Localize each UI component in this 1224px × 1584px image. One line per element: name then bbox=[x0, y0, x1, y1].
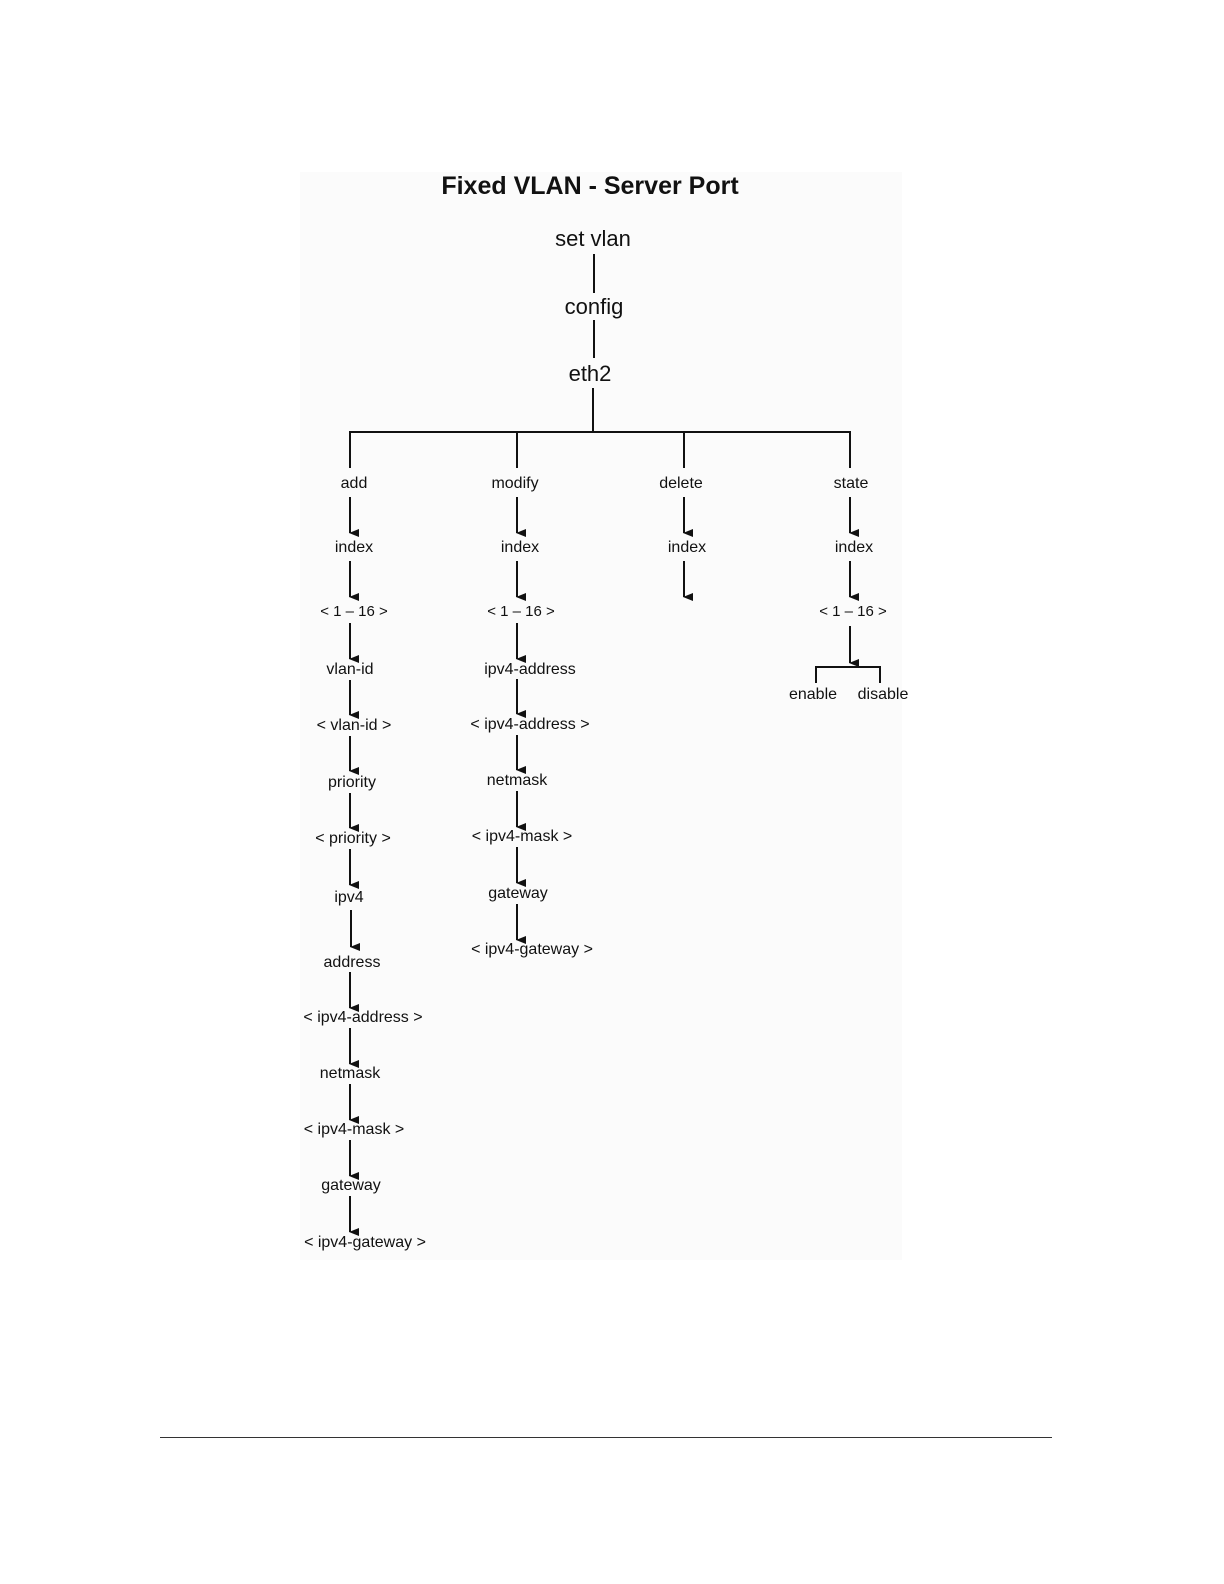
node-config: config bbox=[564, 294, 624, 319]
node-modify-gateway: gateway bbox=[488, 885, 548, 902]
node-modify-index: index bbox=[500, 539, 540, 556]
node-add-address: address bbox=[323, 954, 381, 971]
node-delete-index: index bbox=[667, 539, 707, 556]
node-modify-ipv4-address-value: < ipv4-address > bbox=[470, 716, 590, 733]
node-add-vlan-id-value: < vlan-id > bbox=[316, 717, 392, 734]
node-modify-ipv4-address: ipv4-address bbox=[484, 661, 576, 678]
node-modify-netmask: netmask bbox=[486, 772, 548, 789]
node-add-priority: priority bbox=[327, 774, 377, 791]
node-state-index: index bbox=[834, 539, 874, 556]
node-set-vlan: set vlan bbox=[555, 226, 631, 251]
node-add: add bbox=[340, 475, 368, 492]
node-add-priority-value: < priority > bbox=[315, 830, 391, 847]
node-add-index: index bbox=[334, 539, 374, 556]
node-state-range: < 1 – 16 > bbox=[819, 603, 887, 620]
node-add-gateway: gateway bbox=[321, 1177, 381, 1194]
node-state-disable: disable bbox=[857, 686, 909, 703]
node-eth2: eth2 bbox=[568, 361, 612, 386]
node-modify-ipv4-gateway: < ipv4-gateway > bbox=[471, 941, 593, 958]
node-add-ipv4-mask: < ipv4-mask > bbox=[303, 1121, 405, 1138]
node-modify: modify bbox=[491, 475, 539, 492]
node-add-ipv4: ipv4 bbox=[334, 889, 364, 906]
footer-rule bbox=[160, 1437, 1052, 1438]
node-modify-range: < 1 – 16 > bbox=[487, 603, 555, 620]
node-state-enable: enable bbox=[788, 686, 838, 703]
diagram-title: Fixed VLAN - Server Port bbox=[441, 172, 739, 200]
node-add-ipv4-gateway: < ipv4-gateway > bbox=[304, 1234, 426, 1251]
node-modify-ipv4-mask: < ipv4-mask > bbox=[471, 828, 573, 845]
node-add-range: < 1 – 16 > bbox=[320, 603, 388, 620]
state-options-bracket bbox=[816, 667, 880, 683]
node-delete: delete bbox=[659, 475, 703, 492]
node-add-ipv4-address: < ipv4-address > bbox=[303, 1009, 423, 1026]
node-add-netmask: netmask bbox=[319, 1065, 381, 1082]
node-add-vlan-id: vlan-id bbox=[326, 661, 374, 678]
node-state: state bbox=[833, 475, 869, 492]
